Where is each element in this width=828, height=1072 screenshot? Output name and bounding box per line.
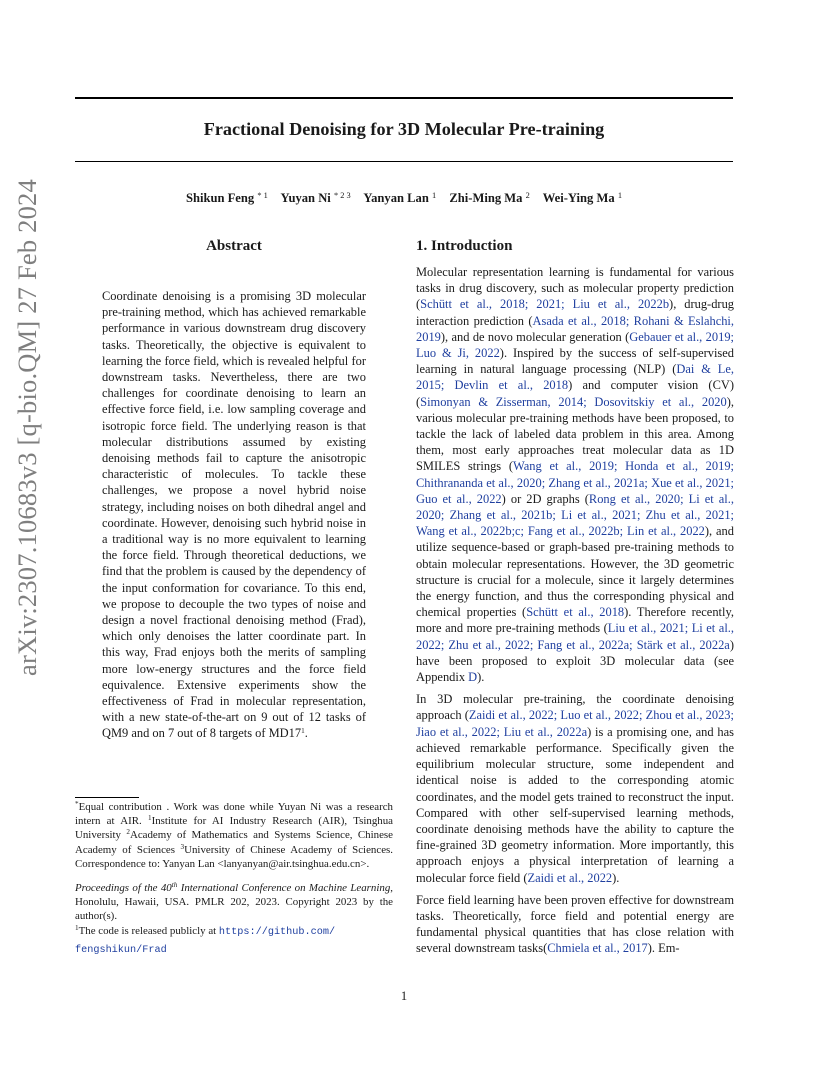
citation-link[interactable]: Schütt et al., 2018 [526,605,625,620]
citation-link[interactable]: Wang et al., 2019; Honda et al., 2019; Chithrananda et al., 2020; Zhang et al., 2021a; Xue et al., 2021; Guo et al., 2022 [416,459,734,506]
citation-link[interactable]: Zaidi et al., 2022; Luo et al., 2022; Zhou et al., 2023; Jiao et al., 2022; Liu et al., 2022a [416,708,734,739]
arxiv-identifier-stamp: arXiv:2307.10683v3 [q-bio.QM] 27 Feb 2024 [12,179,42,676]
citation-link[interactable]: Zaidi et al., 2022 [527,870,613,885]
citation-link[interactable]: Asada et al., 2018; Rohani & Eslahchi, 2019 [416,313,734,344]
citation-link[interactable]: Dai & Le, 2015; Devlin et al., 2018 [416,362,734,393]
introduction-text [416,264,734,957]
citation-link[interactable]: Gebauer et al., 2019; Luo & Ji, 2022 [416,329,734,361]
code-link[interactable]: fengshikun/Frad [75,944,167,956]
author-name: Yanyan Lan [363,191,429,205]
author-affiliation-mark: 1 [432,191,437,200]
author-name: Wei-Ying Ma [542,191,615,205]
page-number: 1 [400,989,408,1003]
code-footnote: $^1$The code is released publicly at https://github.com/ fengshikun/Frad [75,923,336,956]
author-affiliation-mark: 1 [617,191,623,200]
intro-paragraph-3: Force field learning have been proven effective for downstream tasks. Theoretically, force field and potential energy are fundamental physical quantities that has close relation with several downstream tasks(Chmiela et al., 2017). Em- [416,892,734,956]
introduction-heading: 1. Introduction [416,238,513,254]
author-affiliation-mark: * 1 [257,191,268,200]
author-list [75,191,733,206]
abstract-text: Coordinate denoising is a promising 3D molecular pre-training method, which has achieved remarkable performance in various downstream drug discovery tasks. Theoretically, the objective is equivalent to learning the force field, which is revealed helpful for downstream tasks. Nevertheless, there are two challenges for coordinate denoising to learn an effective force field, i.e. low sampling coverage and isotropic force field. The underlying reason is that molecular distributions assumed by existing denoising methods fail to capture the anisotropic characteristic of molecules. To tackle these challenges, we propose a novel hybrid noise strategy, including noises on both dihedral angel and coordinate. However, denoising such hybrid noise in a traditional way is no more equivalent to learning the force field. Through theoretical deductions, we find that the problem is caused by the dependency of the input conformation for covariance. To this end, we propose to decouple the two types of noise and design a novel fractional denoising method (Frad), which only denoises the latter coordinate part. In this way, Frad enjoys both the merits of sampling more low-energy structures and the force field equivalence. Extensive experiments show the effectiveness of Frad in molecular representation, with a new state-of-the-art on 9 out of 12 tasks of QM9 and on 7 out of 8 targets of $MD17^1$. [102,289,366,741]
citation-link[interactable]: Rong et al., 2020; Li et al., 2020; Zhang et al., 2021b; Li et al., 2021; Zhu et al., 2021; Wang et al., 2022b;c; Fang et al., 2022b; Lin et al., 2022 [416,491,734,539]
paper-title: Fractional Denoising for 3D Molecular Pre-training [203,119,605,139]
citation-link[interactable]: Chmiela et al., 2017 [547,941,648,956]
author-affiliation-mark: 2 [525,191,530,200]
citation-link[interactable]: Simonyan & Zisserman, 2014; Dosovitskiy et al., 2020 [420,394,727,409]
intro-paragraph-2: In 3D molecular pre-training, the coordinate denoising approach (Zaidi et al., 2022; Luo et al., 2022; Zhou et al., 2023; Jiao et al., 2022; Liu et al., 2022a) is a promising one, and has achieved remarkable performance. Specifically given the equilibrium molecular structure, some independent and identical noise is added to the corresponding atomic coordinates, and the model gets trained to reconstruct the input. Compared with other self-supervised learning methods, coordinate denoising methods have the ability to capture the fine-grained 3D geometry information. More importantly, this approach enjoys a physical interpretation of learning a molecular force field (Zaidi et al., 2022). [416,692,734,885]
author-name: Zhi-Ming Ma [449,191,523,205]
citation-link[interactable]: Liu et al., 2021; Li et al., 2022; Zhu et al., 2022; Fang et al., 2022a; Stärk et al., 2022a [416,621,734,652]
footnote-rule [75,797,139,798]
right-column [416,236,734,963]
footnote-mark: 1 [301,727,305,736]
author-affiliation-mark: * 2 3 [333,191,351,200]
affiliation-footnote: *Equal contribution . Work was done while Yuyan Ni was a research intern at AIR. $^1$Institute for AI Industry Research (AIR), Tsinghua University $^2$Academy of Mathematics and Systems Science, Chinese Academy of Sciences $^3$University of Chinese Academy of Sciences. Correspondence to: Yanyan Lan <lanyanyan@air.tsinghua.edu.cn>. [75,800,393,870]
appendix-link[interactable]: D [468,670,478,685]
title-rule-bottom [75,161,733,162]
abstract-heading: Abstract [206,238,262,254]
citation-link[interactable]: Schütt et al., 2018; 2021; Liu et al., 2022b [420,297,670,312]
title-rule-top [75,97,733,99]
author-name: Shikun Feng [185,191,255,205]
left-column [75,236,393,742]
intro-paragraph-1: Molecular representation learning is fundamental for various tasks in drug discovery, such as molecular property prediction (Schütt et al., 2018; 2021; Liu et al., 2022b), drug-drug interaction prediction (Asada et al., 2018; Rohani & Eslahchi, 2019), and de novo molecular generation (Gebauer et al., 2019; Luo & Ji, 2022). Inspired by the success of self-supervised learning in natural language processing (NLP) (Dai & Le, 2015; Devlin et al., 2018) and computer vision (CV) (Simonyan & Zisserman, 2014; Dosovitskiy et al., 2020), various molecular pre-training methods have been proposed, to tackle the lack of labeled data problem in this area. Among them, most early approaches treat molecular data as 1D SMILES strings (Wang et al., 2019; Honda et al., 2019; Chithrananda et al., 2020; Zhang et al., 2021a; Xue et al., 2021; Guo et al., 2022) or 2D graphs (Rong et al., 2020; Li et al., 2020; Zhang et al., 2021b; Li et al., 2021; Zhu et al., 2021; Wang et al., 2022b;c; Fang et al., 2022b; Lin et al., 2022), and utilize sequence-based or graph-based pre-training methods to obtain molecular representations. However, the 3D geometric structure is crucial for a molecule, since it largely determines the energy function, and thus the corresponding physical and chemical properties (Schütt et al., 2018). Therefore recently, more and more pre-training methods (Liu et al., 2021; Li et al., 2022; Zhu et al., 2022; Fang et al., 2022a; Stärk et al., 2022a) have been proposed to exploit 3D molecular data (see Appendix D). [416,265,735,685]
proceedings-note: Proceedings of the 40th International Conference on Machine Learning, Honolulu, Hawaii, USA. PMLR 202, 2023. Copyright 2023 by the author(s). [75,881,394,923]
author-name: Yuyan Ni [280,191,331,205]
footnotes [75,800,393,958]
code-link[interactable]: https://github.com/ [218,926,336,938]
